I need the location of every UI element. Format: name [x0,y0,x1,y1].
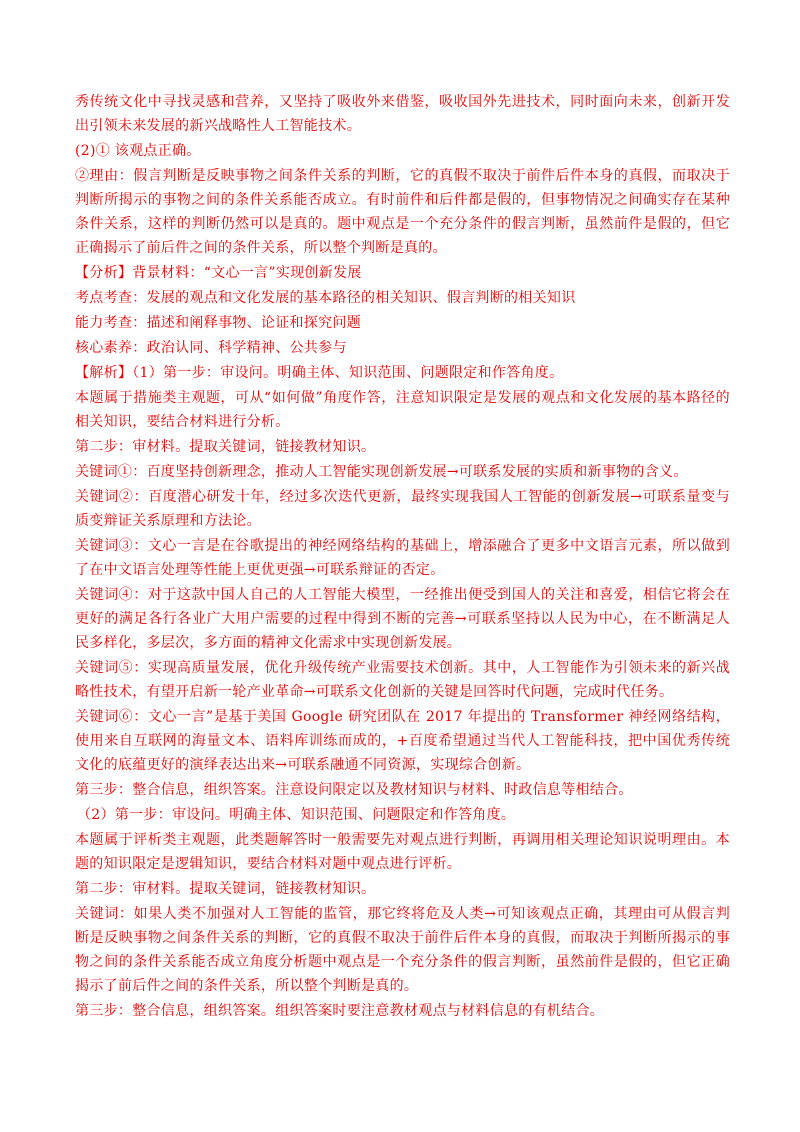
paragraph-analysis-knowledge: 考点考查：发展的观点和文化发展的基本路径的相关知识、假言判断的相关知识 [75,290,576,306]
paragraph-explanation-step1: 【解析】（1）第一步：审设问。明确主体、知识范围、问题限定和作答角度。 [75,365,564,381]
paragraph-analysis-literacy: 核心素养：政治认同、科学精神、公共参与 [75,340,347,356]
paragraph-part2-type: 本题属于评析类主观题，此类题解答时一般需要先对观点进行判断，再调用相关理论知识说明理由。本题的知识限定是逻辑知识，要结合材料对题中观点进行评析。 [75,832,730,872]
paragraph-explanation-type: 本题属于措施类主观题，可从“如何做”角度作答，注意知识限定是发展的观点和文化发展的基本路径的相关知识，要结合材料进行分析。 [75,390,730,430]
paragraph-analysis-background: 【分析】背景材料：“文心一言”实现创新发展 [75,265,362,281]
paragraph-answer-2-viewpoint: (2)① 该观点正确。 [75,143,201,159]
paragraph-answer-2-reason: ②理由：假言判断是反映事物之间条件关系的判断，它的真假不取决于前件后件本身的真假，而取决于判断所揭示的事物之间的条件关系能否成立。有时前件和后件都是假的，但事物情况之间确实存在某种条件关系，这样的判断仍然可以是真的。题中观点是一个充分条件的假言判断，虽然前件是假的，但它正确揭示了前后件之间的条件关系，所以整个判断是真的。 [75,168,730,256]
paragraph-keyword-5: 关键词⑤：实现高质量发展，优化升级传统产业需要技术创新。其中，人工智能作为引领未来的新兴战略性技术，有望开启新一轮产业革命→可联系文化创新的关键是回答时代问题，完成时代任务。 [75,660,730,700]
paragraph-part2-step1: （2）第一步：审设问。明确主体、知识范围、问题限定和作答角度。 [77,807,516,823]
paragraph-part2-step3: 第三步：整合信息，组织答案。组织答案时要注意教材观点与材料信息的有机结合。 [75,1003,605,1019]
paragraph-analysis-ability: 能力考查：描述和阐释事物、论证和探究问题 [75,315,361,331]
document-body [75,90,730,1024]
paragraph-keyword-1: 关键词①：百度坚持创新理念，推动人工智能实现创新发展→可联系发展的实质和新事物的含义。 [75,464,688,480]
paragraph-part2-step2: 第二步：审材料。提取关键词，链接教材知识。 [75,881,376,897]
paragraph-part2-keyword: 关键词：如果人类不加强对人工智能的监管，那它终将危及人类→可知该观点正确，其理由可从假言判断是反映事物之间条件关系的判断，它的真假不取决于前件后件本身的真假，而取决于判断所揭示的事物之间的条件关系能否成立角度分析题中观点是一个充分条件的假言判断，虽然前件是假的，但它正确揭示了前后件之间的条件关系，所以整个判断是真的。 [75,906,730,994]
paragraph-intro-continuation: 秀传统文化中寻找灵感和营养，又坚持了吸收外来借鉴，吸收国外先进技术，同时面向未来，创新开发出引领未来发展的新兴战略性人工智能技术。 [75,94,730,134]
paragraph-keyword-4: 关键词④：对于这款中国人自己的人工智能大模型，一经推出便受到国人的关注和喜爱，相信它将会在更好的满足各行各业广大用户需要的过程中得到不断的完善→可联系坚持以人民为中心，在不断满足人民多样化，多层次，多方面的精神文化需求中实现创新发展。 [75,587,730,651]
paragraph-step2: 第二步：审材料。提取关键词，链接教材知识。 [75,439,376,455]
paragraph-keyword-6: 关键词⑥：文心一言”是基于美国 Google 研究团队在 2017 年提出的 Transformer 神经网络结构，使用来自互联网的海量文本、语料库训练而成的，+百度希望通过当代人工智能科技，把中国优秀传统文化的底蕴更好的演绎表达出来→可联系融通不同资源，实现综合创新。 [75,709,730,773]
paragraph-step3: 第三步：整合信息，组织答案。注意设问限定以及教材知识与材料、时政信息等相结合。 [75,782,633,798]
paragraph-keyword-3: 关键词③：文心一言是在谷歌提出的神经网络结构的基础上，增添融合了更多中文语言元素，所以做到了在中文语言处理等性能上更优更强→可联系辩证的否定。 [75,538,730,578]
paragraph-keyword-2: 关键词②：百度潜心研发十年，经过多次迭代更新，最终实现我国人工智能的创新发展→可联系量变与质变辩证关系原理和方法论。 [75,489,730,529]
